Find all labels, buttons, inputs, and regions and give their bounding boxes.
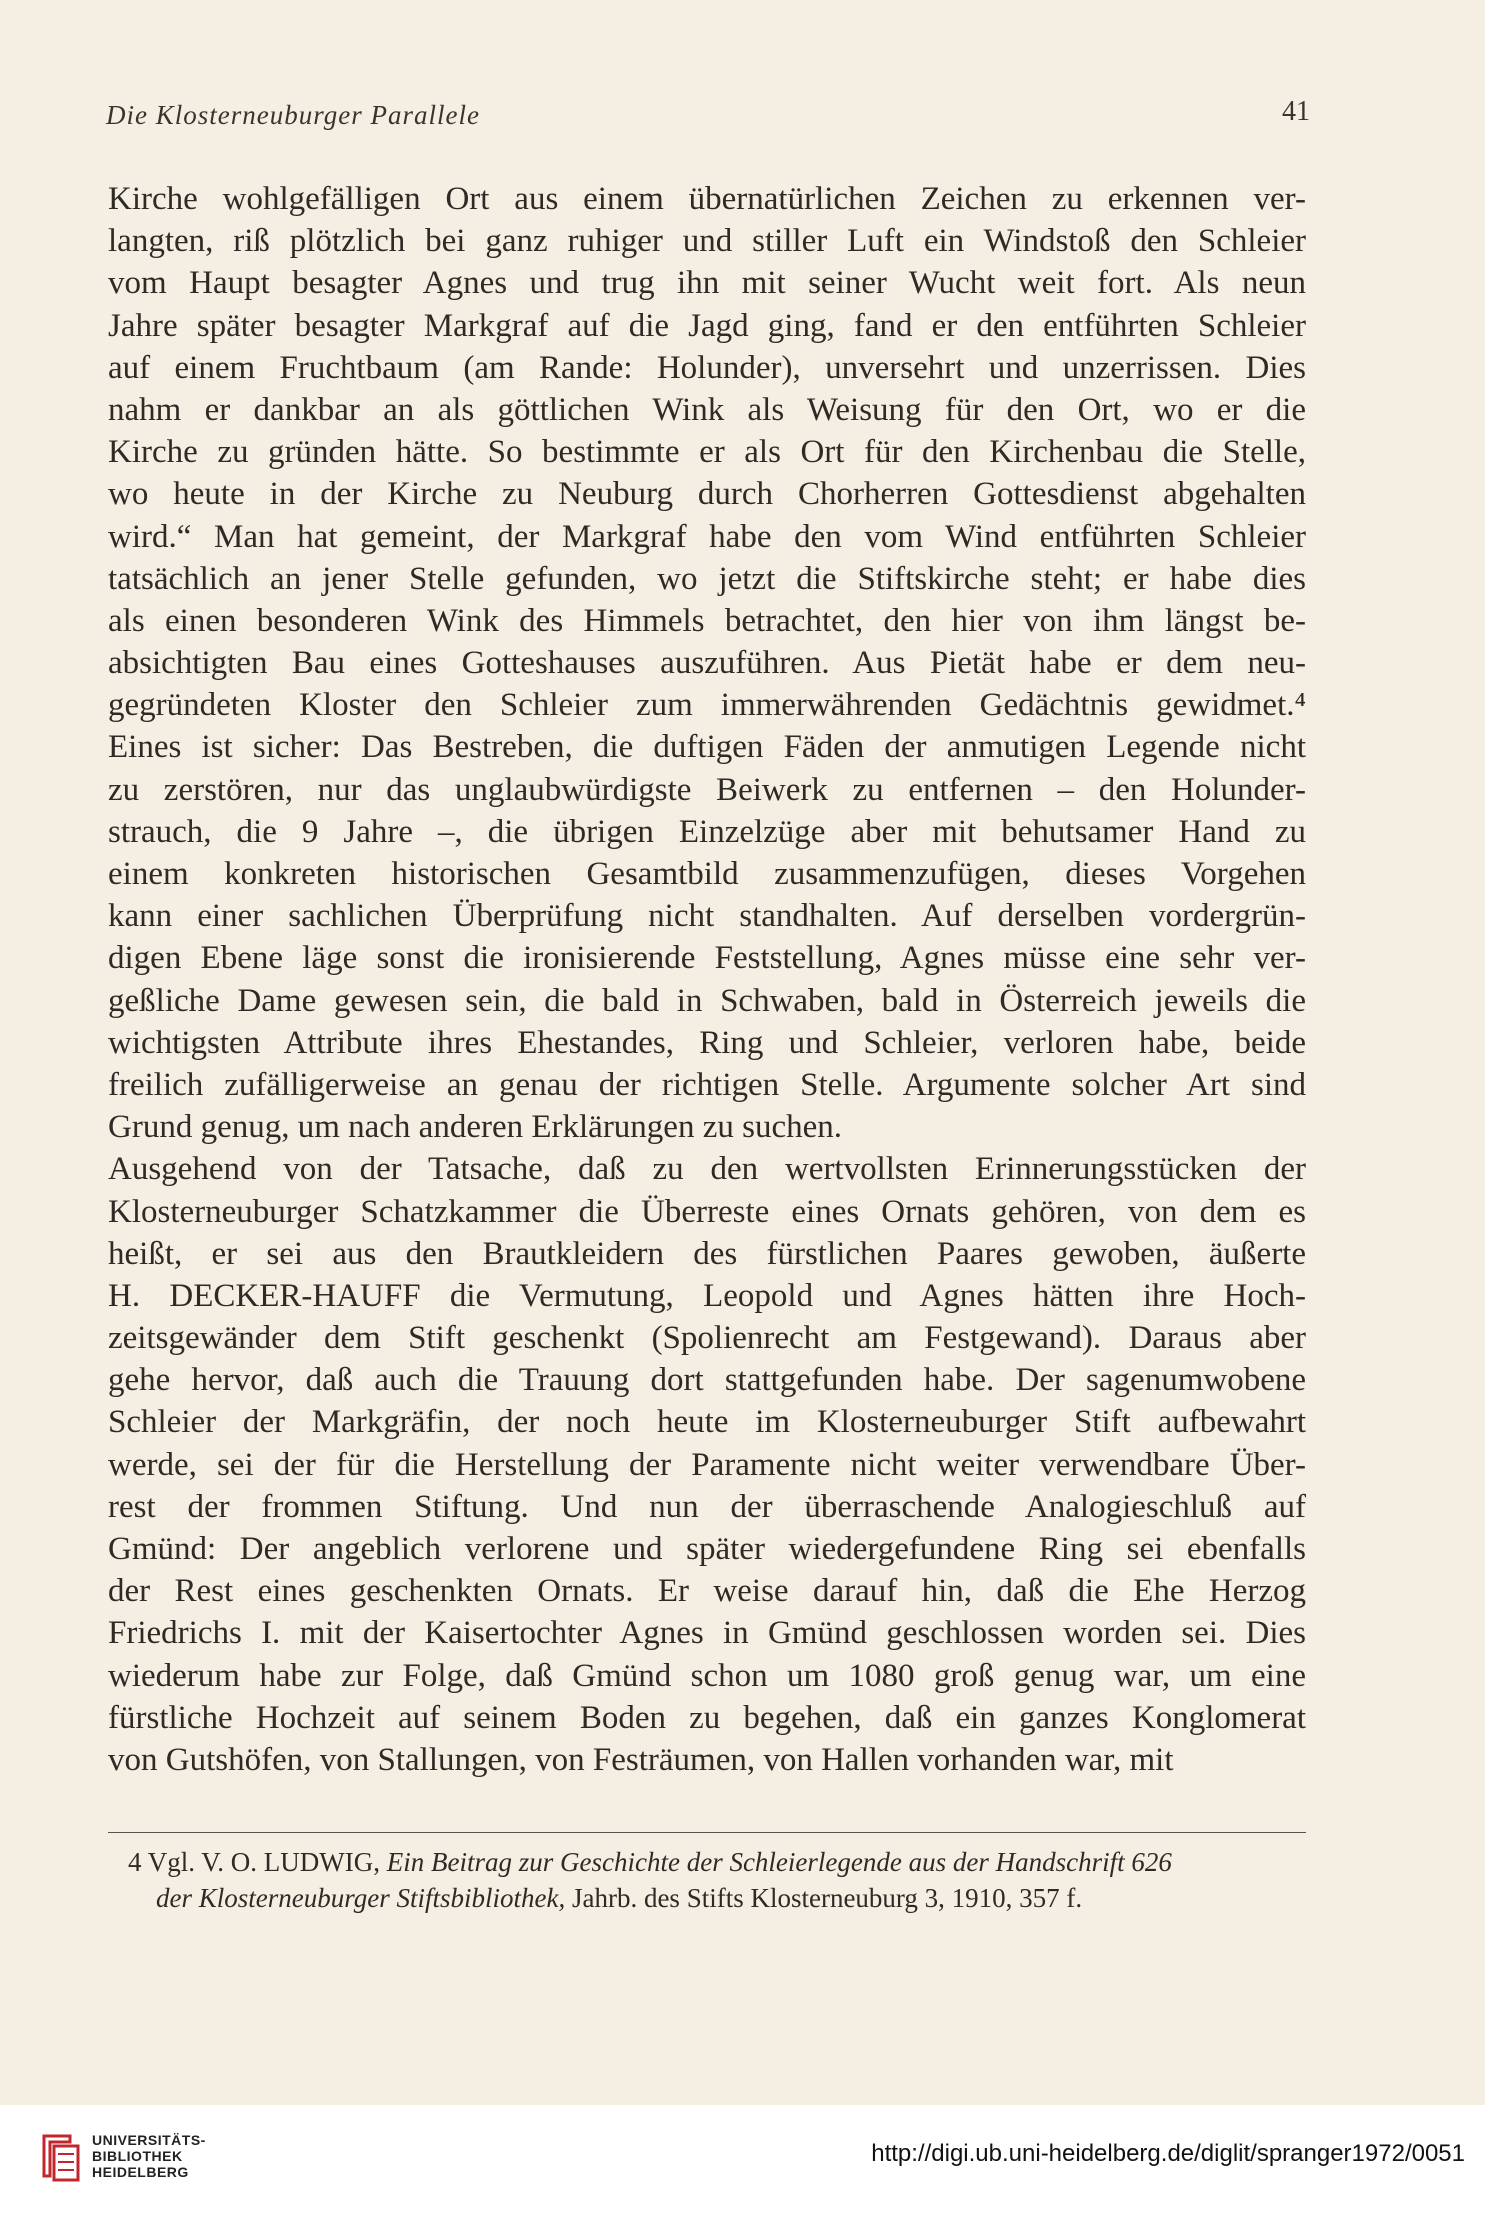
text-line: freilich zufälligerweise an genau der richtigen Stelle. Argumente solcher Art sind xyxy=(108,1066,1306,1103)
text-line: der Rest eines geschenkten Ornats. Er weise darauf hin, daß die Ehe Herzog xyxy=(108,1573,1306,1610)
text-line: digen Ebene läge sonst die ironisierende Feststellung, Agnes müsse eine sehr ver- xyxy=(108,940,1306,977)
text-line: Jahre später besagter Markgraf auf die Jagd ging, fand er den entführten Schleier xyxy=(108,307,1306,344)
text-line: absichtigten Bau eines Gotteshauses auszuführen. Aus Pietät habe er dem neu- xyxy=(108,645,1306,682)
text-line: geßliche Dame gewesen sein, die bald in Schwaben, bald in Österreich jeweils die xyxy=(108,982,1306,1019)
text-line: fürstliche Hochzeit auf seinem Boden zu begehen, daß ein ganzes Konglomerat xyxy=(108,1699,1306,1736)
library-name xyxy=(92,2132,206,2180)
text-line: einem konkreten historischen Gesamtbild zusammenzufügen, dieses Vorgehen xyxy=(108,856,1306,892)
footnote-line-2 xyxy=(128,1880,1306,1916)
text-line: auf einem Fruchtbaum (am Rande: Holunder), unversehrt und unzerrissen. Dies xyxy=(108,349,1306,386)
text-line: zeitsgewänder dem Stift geschenkt (Spolienrecht am Festgewand). Daraus aber xyxy=(108,1320,1306,1357)
text-line: Ausgehend von der Tatsache, daß zu den wertvollsten Erinnerungsstücken der xyxy=(108,1151,1306,1188)
footnote xyxy=(128,1844,1306,1916)
text-line: gegründeten Kloster den Schleier zum immerwährenden Gedächtnis gewidmet.⁴ xyxy=(108,687,1306,724)
text-line: rest der frommen Stiftung. Und nun der überraschende Analogieschluß auf xyxy=(108,1488,1306,1525)
text-line: tatsächlich an jener Stelle gefunden, wo jetzt die Stiftskirche steht; er habe dies xyxy=(108,560,1306,597)
source-url-link[interactable]: http://digi.ub.uni-heidelberg.de/diglit/spranger1972/0051 xyxy=(871,2140,1465,2167)
library-name-line-1: UNIVERSITÄTS- xyxy=(92,2132,206,2148)
text-line: wiederum habe zur Folge, daß Gmünd schon um 1080 groß genug war, um eine xyxy=(108,1657,1306,1694)
text-line: vom Haupt besagter Agnes und trug ihn mit seiner Wucht weit fort. Als neun xyxy=(108,265,1306,302)
footnote-title-part-2: der Klosterneuburger Stiftsbibliothek, xyxy=(156,1883,566,1913)
library-name-line-3: HEIDELBERG xyxy=(92,2164,189,2180)
text-line: wichtigsten Attribute ihres Ehestandes, Ring und Schleier, verloren habe, beide xyxy=(108,1024,1306,1061)
footnote-title-part-1: Ein Beitrag zur Geschichte der Schleierlegende aus der Handschrift 626 xyxy=(386,1847,1172,1877)
running-title: Die Klosterneuburger Parallele xyxy=(106,100,480,130)
text-line: von Gutshöfen, von Stallungen, von Festräumen, von Hallen vorhanden war, mit xyxy=(108,1741,1174,1778)
text-line: Schleier der Markgräfin, der noch heute im Klosterneuburger Stift aufbewahrt xyxy=(108,1404,1306,1441)
library-name-line-2: BIBLIOTHEK xyxy=(92,2148,183,2164)
text-line: kann einer sachlichen Überprüfung nicht standhalten. Auf derselben vordergrün- xyxy=(108,898,1306,935)
text-line: Kirche wohlgefälligen Ort aus einem übernatürlichen Zeichen zu erkennen ver- xyxy=(108,181,1306,217)
text-line: als einen besonderen Wink des Himmels betrachtet, den hier von ihm längst be- xyxy=(108,602,1306,639)
text-line: Grund genug, um nach anderen Erklärungen zu suchen. xyxy=(108,1109,842,1146)
text-line: werde, sei der für die Herstellung der Paramente nicht weiter verwendbare Über- xyxy=(108,1446,1306,1483)
text-line: Klosterneuburger Schatzkammer die Überreste eines Ornats gehören, von dem es xyxy=(108,1193,1306,1230)
footnote-divider xyxy=(108,1832,1306,1833)
footnote-line-1 xyxy=(128,1844,1306,1880)
text-line: heißt, er sei aus den Brautkleidern des fürstlichen Paares gewoben, äußerte xyxy=(108,1235,1306,1272)
text-line: zu zerstören, nur das unglaubwürdigste Beiwerk zu entfernen – den Holunder- xyxy=(108,771,1306,808)
text-line: langten, riß plötzlich bei ganz ruhiger und stiller Luft ein Windstoß den Schleier xyxy=(108,223,1306,260)
text-line: H. DECKER-HAUFF die Vermutung, Leopold und Agnes hätten ihre Hoch- xyxy=(108,1277,1306,1314)
footnote-source: Jahrb. des Stifts Klosterneuburg 3, 1910, 357 f. xyxy=(565,1883,1083,1913)
library-logo-icon xyxy=(36,2126,86,2190)
page-number: 41 xyxy=(1282,96,1310,127)
footnote-reference: 4 Vgl. V. O. LUDWIG, xyxy=(128,1847,387,1877)
text-line: nahm er dankbar an als göttlichen Wink als Weisung für den Ort, wo er die xyxy=(108,391,1306,428)
text-line: Kirche zu gründen hätte. So bestimmte er als Ort für den Kirchenbau die Stelle, xyxy=(108,434,1306,471)
text-line: Eines ist sicher: Das Bestreben, die duftigen Fäden der anmutigen Legende nicht xyxy=(108,729,1306,766)
text-line: Friedrichs I. mit der Kaisertochter Agnes in Gmünd geschlossen worden sei. Dies xyxy=(108,1615,1306,1652)
text-line: Gmünd: Der angeblich verlorene und später wiedergefundene Ring sei ebenfalls xyxy=(108,1531,1306,1567)
text-line: wird.“ Man hat gemeint, der Markgraf habe den vom Wind entführten Schleier xyxy=(108,518,1306,555)
body-text xyxy=(108,178,1306,1781)
text-line: wo heute in der Kirche zu Neuburg durch Chorherren Gottesdienst abgehalten xyxy=(108,476,1306,513)
text-line: gehe hervor, daß auch die Trauung dort stattgefunden habe. Der sagenumwobene xyxy=(108,1362,1306,1399)
text-line: strauch, die 9 Jahre –, die übrigen Einzelzüge aber mit behutsamer Hand zu xyxy=(108,813,1306,850)
